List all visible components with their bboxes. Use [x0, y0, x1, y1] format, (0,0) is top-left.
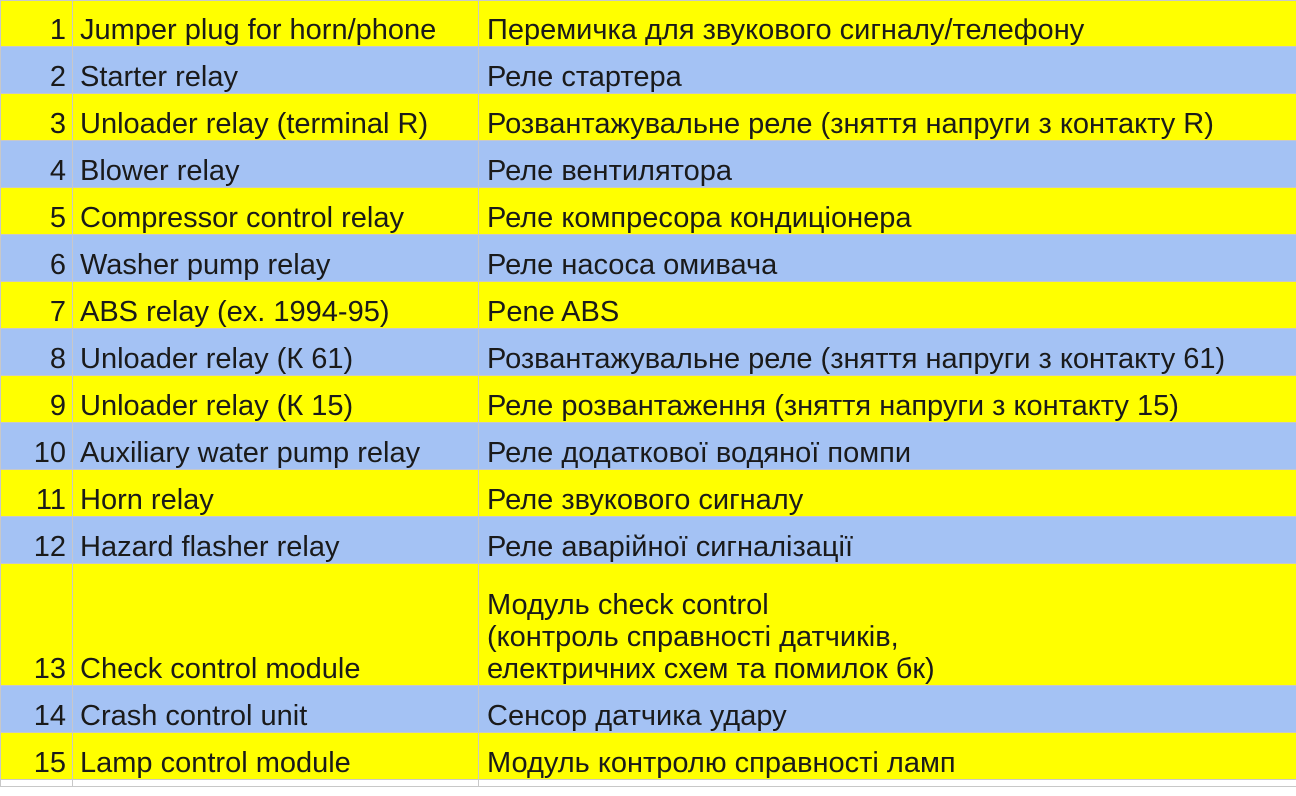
english-name-cell[interactable]: Crash control unit: [73, 686, 479, 733]
empty-cell[interactable]: [73, 780, 479, 787]
english-name-cell[interactable]: Unloader relay (К 61): [73, 329, 479, 376]
table-row: [1, 564, 1296, 686]
table-row: [1, 141, 1296, 188]
ukrainian-name-cell[interactable]: Модуль check control (контроль справності датчиків, електричних схем та помилок бк): [479, 564, 1296, 686]
table-row: [1, 47, 1296, 94]
ukrainian-name-cell[interactable]: Реле стартера: [479, 47, 1296, 94]
table-row: [1, 686, 1296, 733]
english-name-cell[interactable]: Unloader relay (К 15): [73, 376, 479, 423]
ukrainian-name-cell[interactable]: Розвантажувальне реле (зняття напруги з контакту 61): [479, 329, 1296, 376]
ukrainian-name-cell[interactable]: Реле насоса омивача: [479, 235, 1296, 282]
english-name-cell[interactable]: Blower relay: [73, 141, 479, 188]
ukrainian-name-cell[interactable]: Реле вентилятора: [479, 141, 1296, 188]
ukrainian-name-cell[interactable]: Реле аварійної сигналізації: [479, 517, 1296, 564]
ukrainian-name-cell[interactable]: Реле компресора кондиціонера: [479, 188, 1296, 235]
ukrainian-name-cell[interactable]: Перемичка для звукового сигналу/телефону: [479, 1, 1296, 47]
table-row: [1, 733, 1296, 780]
row-number-cell[interactable]: 7: [1, 282, 73, 329]
ukrainian-name-cell[interactable]: Pene ABS: [479, 282, 1296, 329]
row-number-cell[interactable]: 3: [1, 94, 73, 141]
english-name-cell[interactable]: Check control module: [73, 564, 479, 686]
ukrainian-name-cell[interactable]: Реле звукового сигналу: [479, 470, 1296, 517]
row-number-cell[interactable]: 1: [1, 1, 73, 47]
empty-cell[interactable]: [1, 780, 73, 787]
table-row: [1, 376, 1296, 423]
english-name-cell[interactable]: Compressor control relay: [73, 188, 479, 235]
table-row: [1, 188, 1296, 235]
relay-table-body: [1, 1, 1296, 787]
english-name-cell[interactable]: Starter relay: [73, 47, 479, 94]
row-number-cell[interactable]: 8: [1, 329, 73, 376]
english-name-cell[interactable]: Jumper plug for horn/phone: [73, 1, 479, 47]
table-row: [1, 329, 1296, 376]
table-row: [1, 517, 1296, 564]
ukrainian-name-cell[interactable]: Реле розвантаження (зняття напруги з контакту 15): [479, 376, 1296, 423]
row-number-cell[interactable]: 5: [1, 188, 73, 235]
english-name-cell[interactable]: Auxiliary water pump relay: [73, 423, 479, 470]
row-number-cell[interactable]: 15: [1, 733, 73, 780]
english-name-cell[interactable]: Washer pump relay: [73, 235, 479, 282]
row-number-cell[interactable]: 2: [1, 47, 73, 94]
table-row: [1, 282, 1296, 329]
empty-cell[interactable]: [479, 780, 1296, 787]
ukrainian-name-cell[interactable]: Реле додаткової водяної помпи: [479, 423, 1296, 470]
row-number-cell[interactable]: 14: [1, 686, 73, 733]
english-name-cell[interactable]: Unloader relay (terminal R): [73, 94, 479, 141]
table-row: [1, 94, 1296, 141]
row-number-cell[interactable]: 11: [1, 470, 73, 517]
ukrainian-name-cell[interactable]: Сенсор датчика удару: [479, 686, 1296, 733]
empty-row: [1, 780, 1296, 787]
table-row: [1, 423, 1296, 470]
ukrainian-name-cell[interactable]: Модуль контролю справності ламп: [479, 733, 1296, 780]
english-name-cell[interactable]: ABS relay (ex. 1994-95): [73, 282, 479, 329]
english-name-cell[interactable]: Horn relay: [73, 470, 479, 517]
row-number-cell[interactable]: 6: [1, 235, 73, 282]
ukrainian-name-cell[interactable]: Розвантажувальне реле (зняття напруги з контакту R): [479, 94, 1296, 141]
row-number-cell[interactable]: 4: [1, 141, 73, 188]
row-number-cell[interactable]: 13: [1, 564, 73, 686]
row-number-cell[interactable]: 12: [1, 517, 73, 564]
english-name-cell[interactable]: Lamp control module: [73, 733, 479, 780]
english-name-cell[interactable]: Hazard flasher relay: [73, 517, 479, 564]
row-number-cell[interactable]: 10: [1, 423, 73, 470]
table-row: [1, 1, 1296, 47]
table-row: [1, 235, 1296, 282]
table-row: [1, 470, 1296, 517]
row-number-cell[interactable]: 9: [1, 376, 73, 423]
